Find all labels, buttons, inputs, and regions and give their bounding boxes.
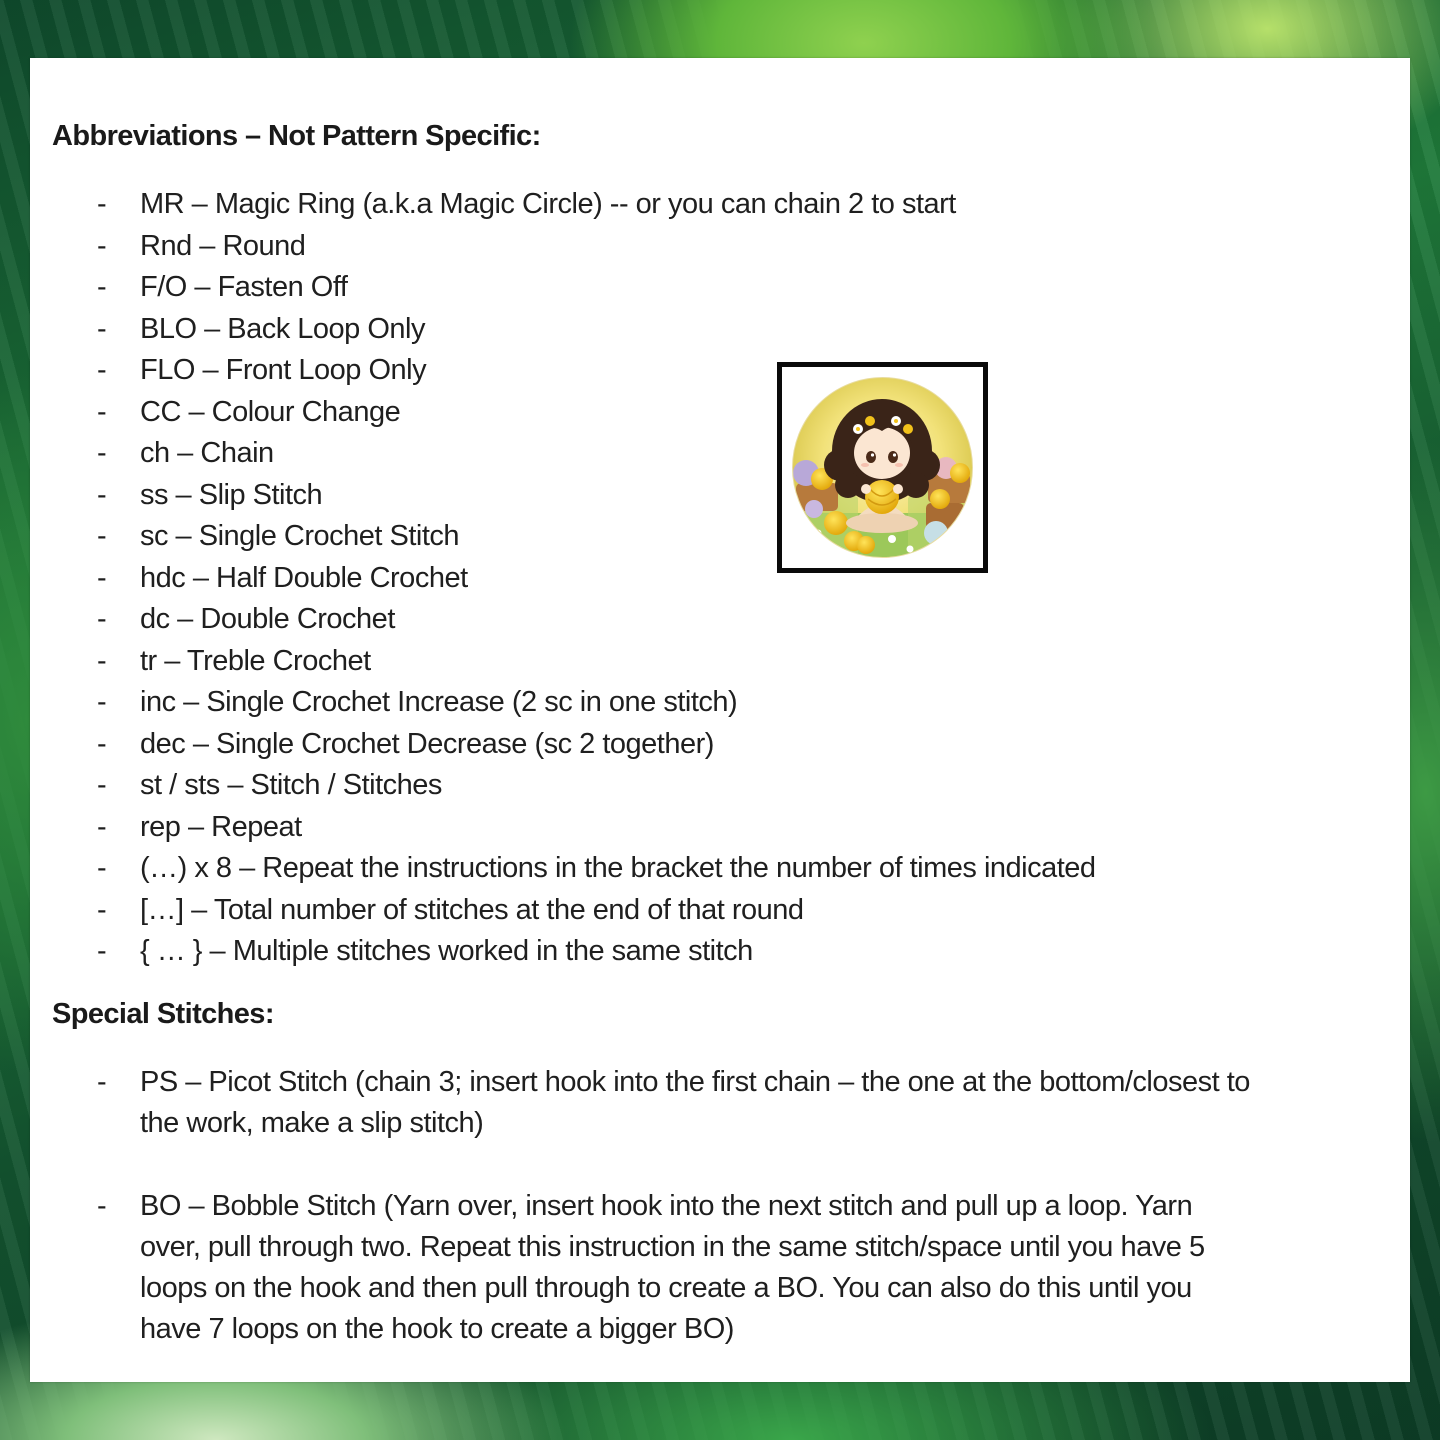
bullet-dash: - <box>97 561 107 594</box>
abbreviation-text: MR – Magic Ring (a.k.a Magic Circle) -- or you can chain 2 to start <box>140 188 956 220</box>
abbreviations-list <box>30 184 1096 973</box>
list-item <box>30 890 1096 932</box>
list-item <box>30 599 1096 641</box>
brand-logo <box>777 362 988 573</box>
abbreviation-text: F/O – Fasten Off <box>140 271 348 303</box>
bullet-dash: - <box>97 395 107 428</box>
bullet-dash: - <box>97 188 107 220</box>
list-item <box>30 1186 1250 1350</box>
special-stitches-heading: Special Stitches: <box>52 998 274 1030</box>
special-stitch-text: PS – Picot Stitch (chain 3; insert hook into the first chain – the one at the bottom/closest to the work, make a slip stitch) <box>140 1066 1250 1139</box>
abbreviation-text: FLO – Front Loop Only <box>140 354 427 386</box>
abbreviation-text: ss – Slip Stitch <box>140 478 323 511</box>
bullet-dash: - <box>97 1066 107 1098</box>
abbreviation-text: dec – Single Crochet Decrease (sc 2 together) <box>140 727 714 760</box>
bullet-dash: - <box>97 478 107 511</box>
bullet-dash: - <box>97 437 107 469</box>
bullet-dash: - <box>97 810 107 843</box>
abbreviation-text: ch – Chain <box>140 437 274 469</box>
list-item <box>30 309 1096 351</box>
abbreviation-text: rep – Repeat <box>140 810 302 843</box>
bullet-dash: - <box>97 354 107 386</box>
list-item <box>30 765 1096 807</box>
bullet-dash: - <box>97 312 107 345</box>
bullet-dash: - <box>97 893 107 926</box>
abbreviation-text: Rnd – Round <box>140 229 306 262</box>
abbreviation-text: (…) x 8 – Repeat the instructions in the bracket the number of times indicated <box>140 852 1096 884</box>
list-item <box>30 724 1096 766</box>
bullet-dash: - <box>97 1190 107 1222</box>
bullet-dash: - <box>97 935 107 967</box>
abbreviation-text: BLO – Back Loop Only <box>140 312 425 345</box>
bullet-dash: - <box>97 229 107 262</box>
special-stitches-list <box>30 1062 1250 1350</box>
list-item <box>30 184 1096 226</box>
list-item <box>30 848 1096 890</box>
abbreviation-text: CC – Colour Change <box>140 395 401 428</box>
abbreviation-text: { … } – Multiple stitches worked in the same stitch <box>140 935 753 967</box>
list-item <box>30 931 1096 973</box>
chibi-girl-yarn-illustration <box>788 373 977 562</box>
abbreviation-text: inc – Single Crochet Increase (2 sc in one stitch) <box>140 686 738 718</box>
bullet-dash: - <box>97 603 107 635</box>
bullet-dash: - <box>97 271 107 303</box>
list-item <box>30 1062 1250 1144</box>
bullet-dash: - <box>97 852 107 884</box>
bullet-dash: - <box>97 727 107 760</box>
list-item <box>30 267 1096 309</box>
special-stitch-text: BO – Bobble Stitch (Yarn over, insert hook into the next stitch and pull up a loop. Yarn over, pull through two. Repeat this instruction in the same stitch/space until you have 5 loops on the hook and then pull through to create a BO. You can also do this until you have 7 loops on the hook to create a bigger BO) <box>140 1190 1205 1345</box>
document-card <box>30 58 1410 1382</box>
bullet-dash: - <box>97 520 107 552</box>
abbreviation-text: dc – Double Crochet <box>140 603 395 635</box>
abbreviation-text: hdc – Half Double Crochet <box>140 561 468 594</box>
bullet-dash: - <box>97 644 107 677</box>
abbreviation-text: sc – Single Crochet Stitch <box>140 520 460 552</box>
list-item <box>30 807 1096 849</box>
list-item <box>30 226 1096 268</box>
bullet-dash: - <box>97 686 107 718</box>
abbreviation-text: st / sts – Stitch / Stitches <box>140 769 442 801</box>
abbreviation-text: tr – Treble Crochet <box>140 644 371 677</box>
abbreviations-heading: Abbreviations – Not Pattern Specific: <box>52 120 541 152</box>
list-item <box>30 682 1096 724</box>
abbreviation-text: […] – Total number of stitches at the end of that round <box>140 893 804 926</box>
bullet-dash: - <box>97 769 107 801</box>
list-item <box>30 641 1096 683</box>
